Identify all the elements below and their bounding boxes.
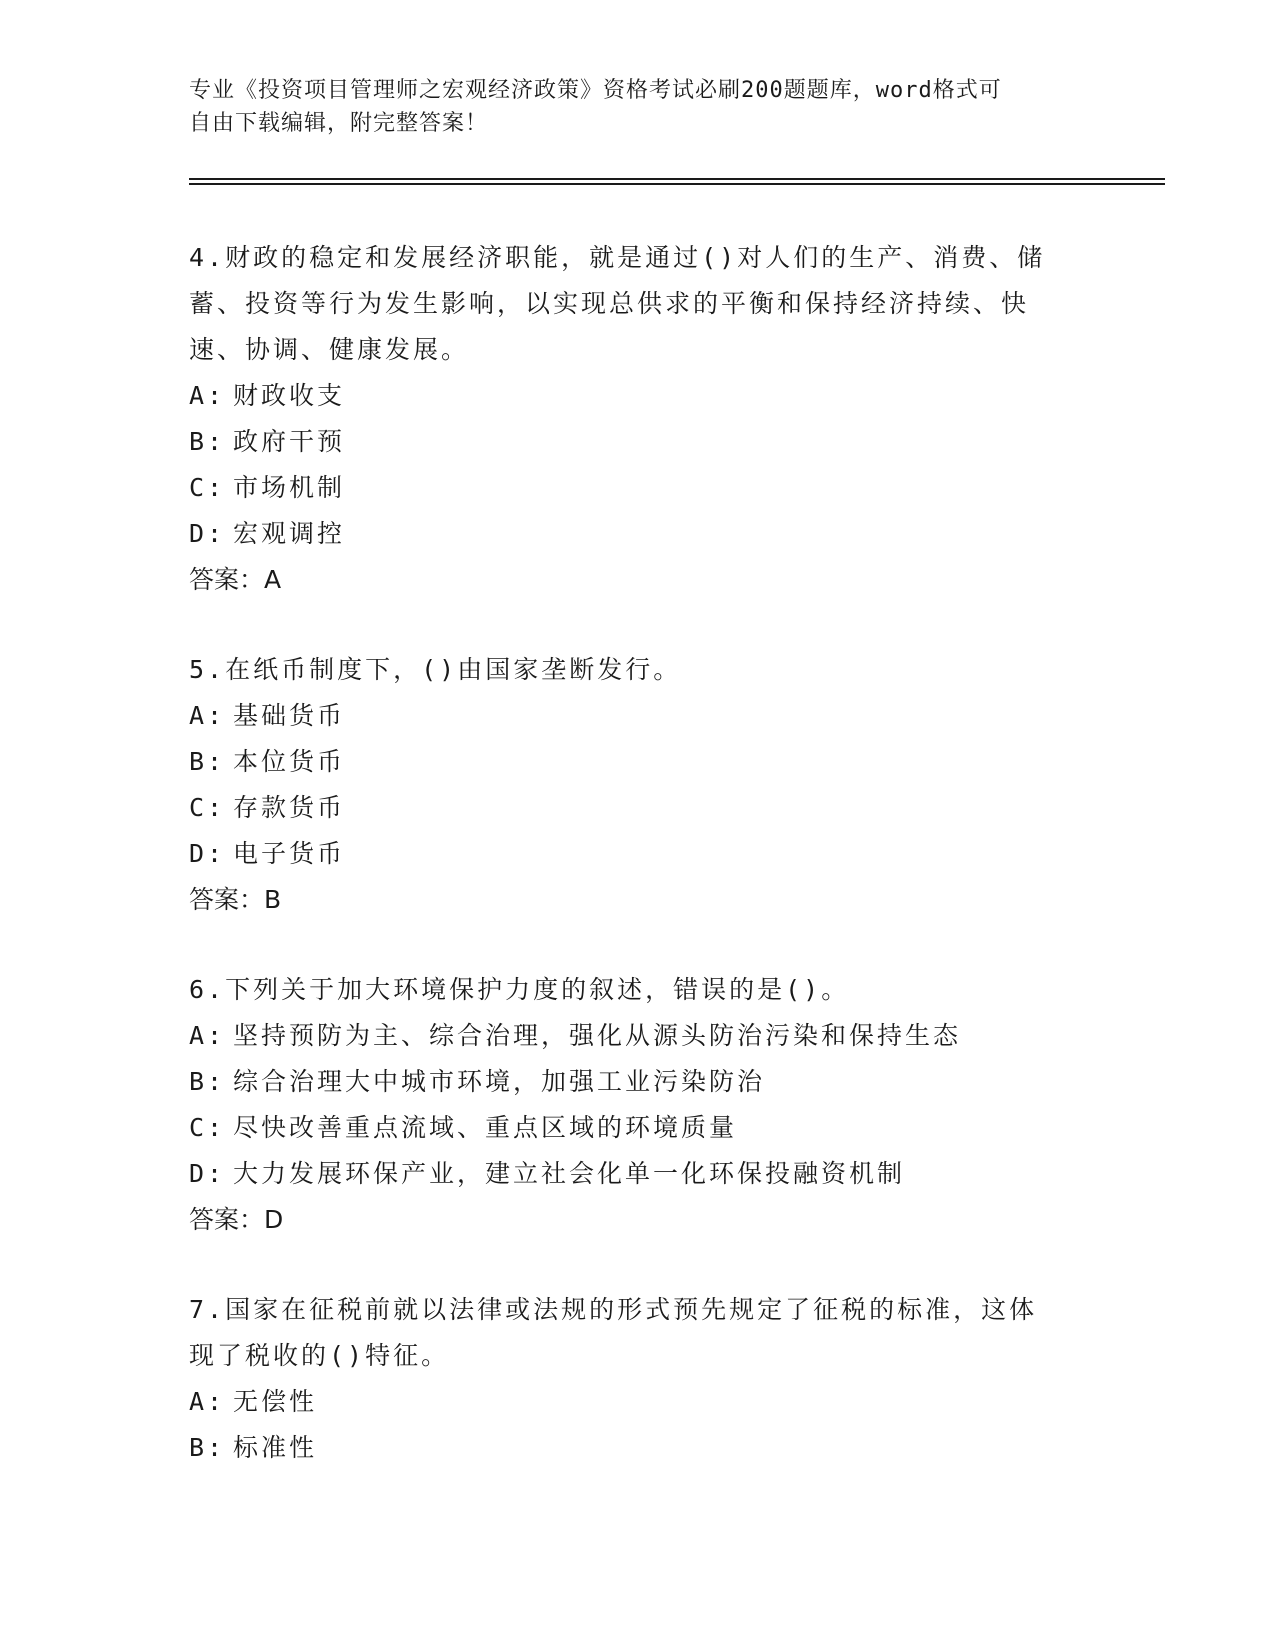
answer-value: A bbox=[264, 565, 284, 594]
header-line-2: 自由下载编辑，附完整答案！ bbox=[189, 111, 489, 136]
option-text: 财政收支 bbox=[233, 381, 346, 410]
answer-line bbox=[189, 877, 1089, 923]
answer-option bbox=[189, 1059, 1089, 1105]
option-key: B: bbox=[189, 427, 226, 456]
header-divider-bottom bbox=[189, 183, 1165, 185]
option-text: 市场机制 bbox=[233, 473, 346, 502]
answer-label: 答案： bbox=[189, 885, 265, 914]
question-block bbox=[189, 647, 1089, 923]
answer-option bbox=[189, 1013, 1089, 1059]
question-block bbox=[189, 235, 1089, 603]
question-stem-line: 速、协调、健康发展。 bbox=[189, 335, 470, 364]
option-key: B: bbox=[189, 747, 226, 776]
answer-option bbox=[189, 465, 1089, 511]
option-key: D: bbox=[189, 839, 226, 868]
option-text: 宏观调控 bbox=[233, 519, 346, 548]
answer-value: D bbox=[264, 1205, 286, 1234]
answer-line bbox=[189, 557, 1089, 603]
question-list bbox=[189, 235, 1089, 1515]
option-key: C: bbox=[189, 473, 226, 502]
option-key: A: bbox=[189, 701, 226, 730]
header-divider-top bbox=[189, 178, 1165, 180]
question-stem-line: 6.下列关于加大环境保护力度的叙述，错误的是()。 bbox=[189, 975, 850, 1004]
question-stem-line: 5.在纸币制度下，()由国家垄断发行。 bbox=[189, 655, 682, 684]
option-key: A: bbox=[189, 381, 226, 410]
answer-option bbox=[189, 1379, 1089, 1425]
answer-option bbox=[189, 511, 1089, 557]
option-text: 标准性 bbox=[233, 1433, 318, 1462]
option-text: 存款货币 bbox=[233, 793, 346, 822]
option-key: C: bbox=[189, 1113, 226, 1142]
answer-option bbox=[189, 373, 1089, 419]
option-text: 电子货币 bbox=[233, 839, 346, 868]
option-key: B: bbox=[189, 1433, 226, 1462]
option-text: 坚持预防为主、综合治理，强化从源头防治污染和保持生态 bbox=[233, 1021, 962, 1050]
question-stem-line: 蓄、投资等行为发生影响，以实现总供求的平衡和保持经济持续、快 bbox=[189, 289, 1030, 318]
answer-option bbox=[189, 831, 1089, 877]
question-stem-line: 4.财政的稳定和发展经济职能，就是通过()对人们的生产、消费、储 bbox=[189, 243, 1046, 272]
answer-option bbox=[189, 1425, 1089, 1471]
option-key: A: bbox=[189, 1387, 226, 1416]
answer-option bbox=[189, 1105, 1089, 1151]
question-block bbox=[189, 967, 1089, 1243]
option-text: 综合治理大中城市环境，加强工业污染防治 bbox=[233, 1067, 766, 1096]
option-key: D: bbox=[189, 1159, 226, 1188]
option-key: C: bbox=[189, 793, 226, 822]
option-key: B: bbox=[189, 1067, 226, 1096]
option-text: 政府干预 bbox=[233, 427, 346, 456]
question-stem-line: 现了税收的()特征。 bbox=[189, 1341, 450, 1370]
answer-option bbox=[189, 1151, 1089, 1197]
answer-option bbox=[189, 419, 1089, 465]
answer-line bbox=[189, 1197, 1089, 1243]
answer-label: 答案： bbox=[189, 1205, 265, 1234]
option-text: 尽快改善重点流域、重点区域的环境质量 bbox=[233, 1113, 738, 1142]
answer-option bbox=[189, 693, 1089, 739]
document-header bbox=[189, 74, 1069, 140]
option-text: 大力发展环保产业，建立社会化单一化环保投融资机制 bbox=[233, 1159, 906, 1188]
option-text: 基础货币 bbox=[233, 701, 346, 730]
option-text: 本位货币 bbox=[233, 747, 346, 776]
answer-option bbox=[189, 739, 1089, 785]
answer-value: B bbox=[264, 885, 284, 914]
option-key: D: bbox=[189, 519, 226, 548]
answer-label: 答案： bbox=[189, 565, 265, 594]
option-key: A: bbox=[189, 1021, 226, 1050]
question-block bbox=[189, 1287, 1089, 1471]
answer-option bbox=[189, 785, 1089, 831]
question-stem-line: 7.国家在征税前就以法律或法规的形式预先规定了征税的标准，这体 bbox=[189, 1295, 1038, 1324]
header-line-1: 专业《投资项目管理师之宏观经济政策》资格考试必刷200题题库，word格式可 bbox=[189, 78, 1002, 103]
option-text: 无偿性 bbox=[233, 1387, 318, 1416]
